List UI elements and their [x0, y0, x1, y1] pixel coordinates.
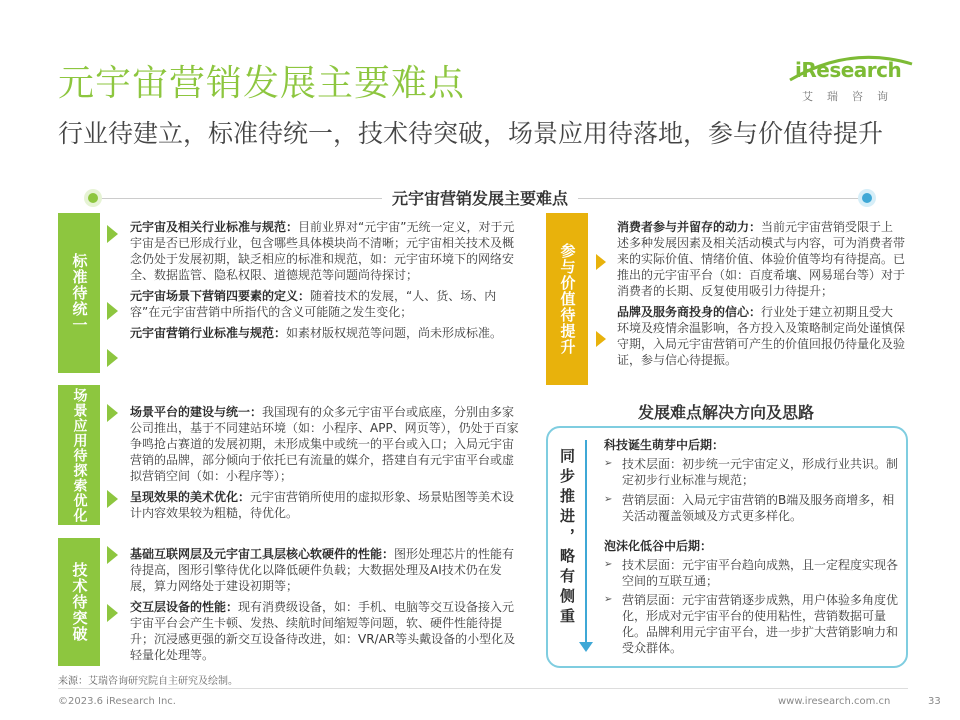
arrow-icon — [107, 490, 118, 508]
copyright: ©2023.6 iResearch Inc. — [58, 696, 176, 707]
standards-text: 元宇宙及相关行业标准与规范：目前业界对“元宇宙”无统一定义，对于元宇宙是否已形成行业，包含哪些具体模块尚不清晰；元宇宙相关技术及概念仍处于发展初期，缺乏相应的标准和规范，如：元宇宙环境下的网络安全、数据监管、隐私权限、道德规范等问题尚待探讨； 元宇宙场景下营销四要素的定义：随着技术的发展，“人、货、场、内容”在元宇宙营销中所指代的含义可能随之发生变化； 元宇宙营销行业标准与规范：如素材版权规范等问题，尚未形成标准。 — [130, 220, 515, 340]
arrow-icon — [107, 404, 118, 422]
timeline-arrow — [585, 440, 587, 645]
bullet-arrow-icon: ➢ — [604, 594, 613, 605]
solutions-item: ➢ 营销层面：入局元宇宙营销的B端及服务商增多，相关活动覆盖领域及方式更多样化。 — [604, 493, 895, 523]
arrow-icon — [107, 604, 118, 622]
logo-cn: 艾瑞咨询 — [802, 90, 902, 103]
technology-text: 基础互联网层及元宇宙工具层核心软硬件的性能：图形处理芯片的性能有待提高，图形引擎待优化以降低硬件负载；大数据处理及AI技术仍在发展，算力网络处于建设初期等； 交互层设备的性能：现有消费级设备，如：手机、电脑等交互设备接入元宇宙平台会产生卡顿、发热、续航时间缩短等问题，软、硬件性能待提升；沉浸感更强的新交互设备待改进，如：VR/AR等头戴设备的小型化及轻量化处理等。 — [130, 547, 516, 662]
page-subtitle: 行业待建立，标准待统一，技术待突破，场景应用待落地，参与价值待提升 — [58, 119, 884, 148]
page-title: 元宇宙营销发展主要难点 — [58, 63, 466, 104]
arrow-icon — [107, 546, 118, 564]
arrow-down-icon — [579, 642, 593, 652]
solutions-group-heading: 泡沫化低谷中后期： — [604, 539, 713, 553]
solutions-item: ➢ 技术层面：初步统一元宇宙定义，形成行业共识。制定初步行业标准与规范； — [604, 457, 899, 487]
tag-standards: 标准待统一 — [58, 213, 100, 373]
solutions-item: ➢ 营销层面：元宇宙营销逐步成熟，用户体验多角度优化，形成对元宇宙平台的使用粘性，营销数据可量化。品牌利用元宇宙平台，进一步扩大营销影响力和受众群体。 — [604, 593, 899, 655]
bullet-arrow-icon: ➢ — [604, 458, 613, 469]
section-title: 元宇宙营销发展主要难点 — [0, 186, 960, 209]
solutions-side-label: 同步推进，略有侧重 — [558, 448, 576, 628]
tag-participation: 参与价值待提升 — [546, 213, 588, 385]
participation-text: 消费者参与并留存的动力：当前元宇宙营销受限于上述多种发展因素及相关活动模式与内容，可为消费者带来的实际价值、情绪价值、体验价值等均有待提高。已推出的元宇宙平台（如：百度希壤、网易瑶台等）对于消费者的长期、反复使用吸引力待提升； 品牌及服务商投身的信心：行业处于建立初期且受大环境及疫情余温影响，各方投入及策略制定尚处谨慎保守期，入局元宇宙营销可产生的价值回报仍待量化及验证，参与信心待提振。 — [617, 220, 906, 367]
scenario-text: 场景平台的建设与统一：我国现有的众多元宇宙平台或底座，分别由多家公司推出，基于不同建站环境（如：小程序、APP、网页等），仍处于百家争鸣抢占赛道的发展初期，未形成集中或统一的平台或入口；入局元宇宙营销的品牌，部分倾向于依托已有流量的媒介，搭建自有元宇宙平台或虚拟营销空间（如：小程序等）； 呈现效果的美术优化：元宇宙营销所使用的虚拟形象、场景贴图等美术设计内容效果较为粗糙，待优化。 — [130, 405, 519, 520]
iresearch-logo — [780, 50, 920, 110]
solutions-item: ➢ 技术层面：元宇宙平台趋向成熟，且一定程度实现各空间的互联互通； — [604, 558, 899, 588]
arrow-icon — [596, 254, 606, 270]
tag-technology: 技术待突破 — [58, 538, 100, 666]
solutions-group-heading: 科技诞生萌芽中后期： — [604, 438, 725, 452]
arrow-icon — [596, 331, 606, 347]
bullet-arrow-icon: ➢ — [604, 494, 613, 505]
website-link[interactable]: www.iresearch.com.cn — [778, 696, 891, 707]
tag-scenario: 场景应用待探索优化 — [58, 385, 100, 525]
page-number: 33 — [928, 696, 941, 707]
bullet-arrow-icon: ➢ — [604, 559, 613, 570]
logo-text: iResearch — [795, 58, 902, 82]
arrow-icon — [107, 302, 118, 320]
footer-divider — [58, 688, 908, 689]
arrow-icon — [107, 225, 118, 243]
solutions-title: 发展难点解决方向及思路 — [637, 403, 814, 422]
arrow-icon — [107, 349, 118, 367]
source-note: 来源：艾瑞咨询研究院自主研究及绘制。 — [58, 676, 238, 687]
